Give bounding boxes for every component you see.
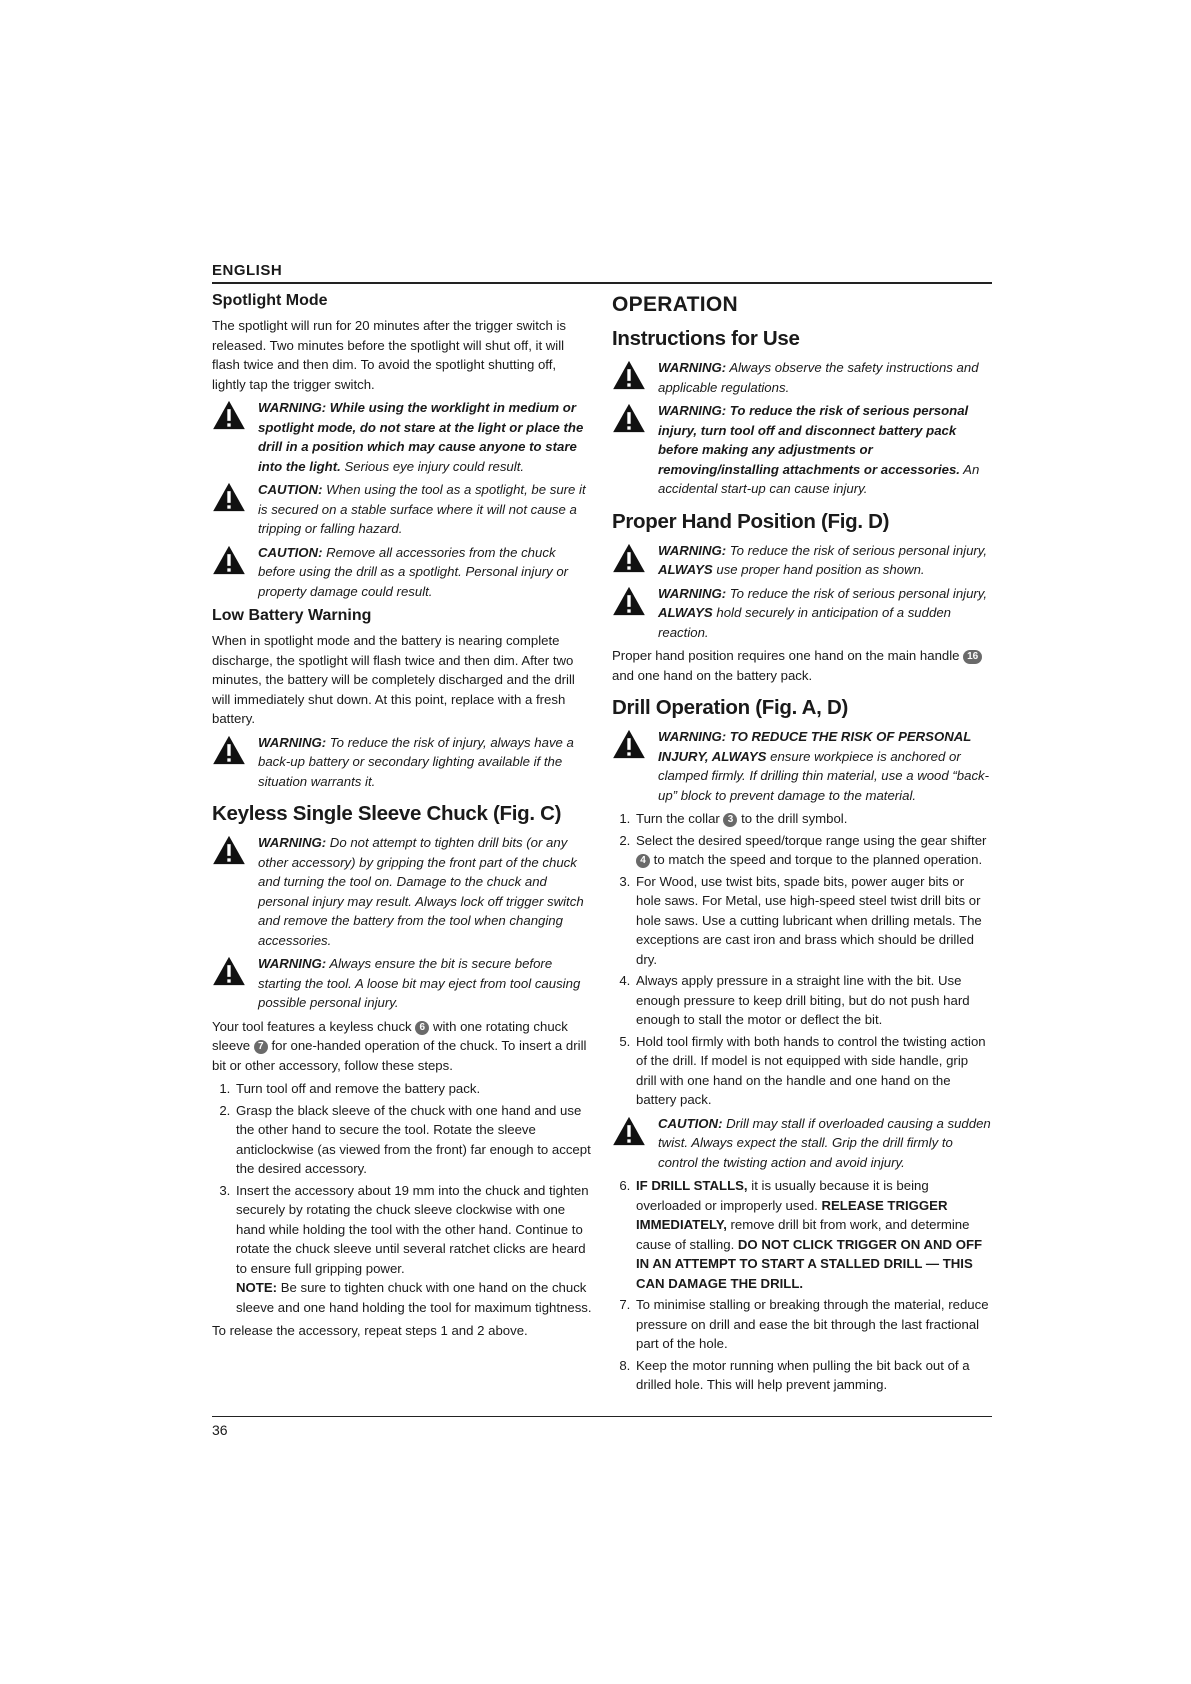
warning-text: To reduce the risk of serious personal injury,	[726, 585, 988, 601]
warning-text: To reduce the risk of serious personal injury,	[726, 542, 988, 558]
drill-step: 8. Keep the motor running when pulling the bit back out of a drilled hole. This will help prevent jamming.	[634, 1356, 992, 1395]
drill-step-1-a: Turn the collar	[636, 811, 724, 826]
warning-triangle-icon	[212, 733, 258, 770]
caution-text: When using the tool as a spotlight, be sure it is secured on a stable surface where it will not cause a tripping or falling hazard.	[258, 482, 586, 536]
low-battery-heading: Low Battery Warning	[212, 607, 372, 624]
drill-step: 4. Always apply pressure in a straight line with the bit. Use enough pressure to keep drill biting, but do not push hard enough to stall the motor or deflect the bit.	[634, 971, 992, 1030]
warning-text: To reduce the risk of injury, always have a back-up battery or secondary lighting available if the situation warrants it.	[258, 734, 574, 789]
drill-step: 5. Hold tool firmly with both hands to control the twisting action of the drill. If model is not equipped with side handle, grip drill with one hand on the handle and one hand on the battery pack.	[634, 1032, 992, 1110]
instructions-warning-2	[612, 401, 992, 499]
drill-step-1-b: to the drill symbol.	[737, 811, 848, 826]
hand-warning-1	[612, 541, 992, 580]
note-text: Be sure to tighten chuck with one hand on the chuck sleeve and one hand holding the tool for maximum tightness.	[236, 1280, 592, 1315]
manual-page	[212, 0, 992, 1684]
callout-badge-6: 6	[415, 1021, 429, 1035]
drill-step	[634, 1176, 992, 1293]
caution-label: CAUTION:	[258, 544, 323, 560]
chuck-intro	[212, 1017, 592, 1076]
caution-text: Drill may stall if overloaded causing a sudden twist. Always expect the stall. Grip the drill firmly to control the twisting action and avoid injury.	[658, 1115, 991, 1170]
low-battery-warning	[212, 733, 592, 792]
warning-label: WARNING:	[658, 585, 727, 601]
warning-triangle-icon	[612, 727, 658, 764]
chuck-intro-c: for one-handed operation of the chuck. To insert a drill bit or other accessory, follow these steps.	[212, 1038, 587, 1073]
warning-triangle-icon	[612, 541, 658, 578]
warning-text: Always observe the safety instructions and applicable regulations.	[658, 360, 979, 395]
drill-step-6-t2: remove drill bit from work, and determine cause of stalling.	[636, 1217, 970, 1252]
drill-steps-continued	[612, 1176, 992, 1395]
low-battery-text: When in spotlight mode and the battery is nearing complete discharge, the spotlight will flash twice and then dim. After two minutes, the battery will be completely discharged and the drill will immediately shut down. At this point, replace with a fresh battery.	[212, 633, 575, 726]
drill-warning	[612, 727, 992, 805]
spotlight-mode-text: The spotlight will run for 20 minutes after the trigger switch is released. Two minutes before the spotlight will shut off, it will flash twice and then dim. To avoid the spotlight shutting off, lightly tap the trigger switch.	[212, 318, 567, 392]
drill-step-2-b: to match the speed and torque to the planned operation.	[650, 852, 983, 867]
drill-step	[634, 831, 992, 870]
warning-text: An accidental start-up can cause injury.	[658, 461, 980, 496]
spotlight-warning-rest: Serious eye injury could result.	[340, 458, 525, 474]
drill-caution	[612, 1114, 992, 1173]
spotlight-mode-heading: Spotlight Mode	[212, 292, 328, 309]
warning-label: WARNING:	[258, 734, 327, 750]
hand-position-heading: Proper Hand Position (Fig. D)	[612, 509, 890, 533]
hand-text-b: and one hand on the battery pack.	[612, 667, 813, 683]
chuck-step: 1. Turn tool off and remove the battery pack.	[234, 1079, 592, 1099]
chuck-intro-a: Your tool features a keyless chuck	[212, 1018, 416, 1034]
warning-triangle-icon	[212, 480, 258, 517]
warning-text: Always ensure the bit is secure before starting the tool. A loose bit may eject from tool causing possible personal injury.	[258, 956, 581, 1010]
hand-text-a: Proper hand position requires one hand on the main handle	[612, 648, 964, 663]
chuck-step: 2. Grasp the black sleeve of the chuck with one hand and use the other hand to secure the tool. Rotate the sleeve anticlockwise (as viewed from the front) far enough to accept the desired accessory.	[234, 1101, 592, 1179]
footer-rule	[212, 1416, 992, 1417]
warning-triangle-icon	[212, 833, 258, 870]
warning-bold-text: WARNING: To reduce the risk of serious personal injury, turn tool off and disconnect battery pack before making any adjustments or removing/installing attachments or accessories.	[658, 403, 969, 477]
warning-label: WARNING:	[658, 360, 727, 375]
chuck-warning-2	[212, 954, 592, 1013]
drill-step-6-b3: DO NOT CLICK TRIGGER ON AND OFF IN AN ATTEMPT TO START A STALLED DRILL — THIS CAN DAMAGE THE DRILL.	[636, 1236, 983, 1291]
caution-label: CAUTION:	[258, 482, 323, 497]
always-bold: ALWAYS	[658, 562, 713, 577]
drill-step-6-b1: IF DRILL STALLS,	[636, 1178, 748, 1193]
warning-triangle-icon	[212, 543, 258, 580]
spotlight-caution-2	[212, 543, 592, 602]
chuck-step-3-text: Insert the accessory about 19 mm into the chuck and tighten securely by rotating the chuck sleeve clockwise with one hand while holding the tool with the other hand. Continue to rotate the chuck sleeve until several ratchet clicks are heard to ensure full gripping power.	[236, 1182, 589, 1276]
warning-triangle-icon	[612, 1114, 658, 1151]
callout-badge-3: 3	[723, 813, 737, 827]
left-column	[212, 290, 592, 1345]
warning-text: ensure workpiece is anchored or clamped firmly. If drilling thin material, use a wood “back-up” block to prevent damage to the material.	[658, 748, 990, 803]
drill-operation-heading: Drill Operation (Fig. A, D)	[612, 696, 848, 719]
chuck-warning-1	[212, 833, 592, 950]
warning-text: Do not attempt to tighten drill bits (or any other accessory) by gripping the front part of the chuck and turning the tool on. Damage to the chuck and personal injury may result. Always lock off trigger switch and remove the battery from the tool when changing accessories.	[258, 835, 584, 948]
drill-step-2-a: Select the desired speed/torque range using the gear shifter	[636, 832, 987, 848]
note-label: NOTE:	[236, 1280, 278, 1295]
drill-step	[634, 809, 992, 829]
warning-label: WARNING:	[258, 835, 327, 850]
callout-badge-7: 7	[254, 1040, 268, 1054]
right-column	[612, 290, 992, 1399]
spotlight-caution-1	[212, 480, 592, 539]
spotlight-warning	[212, 398, 592, 476]
drill-step: 7. To minimise stalling or breaking through the material, reduce pressure on drill and ease the bit through the last fractional part of the hole.	[634, 1295, 992, 1354]
warning-triangle-icon	[612, 401, 658, 438]
warning-label: WARNING:	[258, 956, 327, 971]
callout-badge-4: 4	[636, 854, 650, 868]
instructions-heading: Instructions for Use	[612, 327, 800, 350]
keyless-chuck-heading: Keyless Single Sleeve Chuck (Fig. C)	[212, 802, 562, 825]
warning-triangle-icon	[612, 584, 658, 621]
warning-label: WARNING:	[658, 542, 727, 558]
hand-position-text	[612, 646, 992, 685]
chuck-step	[234, 1181, 592, 1318]
operation-heading: OPERATION	[612, 293, 738, 316]
warning-text: hold securely in anticipation of a sudden reaction.	[658, 605, 951, 640]
warning-triangle-icon	[212, 954, 258, 991]
page-number: 36	[212, 1422, 228, 1438]
always-bold: ALWAYS	[658, 605, 713, 620]
chuck-intro-b: with one rotating chuck sleeve	[212, 1018, 568, 1053]
warning-triangle-icon	[612, 358, 658, 395]
header-rule	[212, 282, 992, 284]
warning-bold-text: WARNING: TO REDUCE THE RISK OF PERSONAL INJURY, ALWAYS	[658, 729, 972, 764]
language-header: ENGLISH	[212, 262, 283, 279]
chuck-steps	[212, 1079, 592, 1317]
caution-text: Remove all accessories from the chuck before using the drill as a spotlight. Personal injury or property damage could result.	[258, 544, 569, 599]
hand-warning-2	[612, 584, 992, 643]
drill-step-6-t1: it is usually because it is being overloaded or improperly used.	[636, 1178, 929, 1213]
drill-step-6-b2: RELEASE TRIGGER IMMEDIATELY,	[636, 1197, 948, 1232]
instructions-warning-1	[612, 358, 992, 397]
caution-label: CAUTION:	[658, 1115, 723, 1131]
warning-triangle-icon	[212, 398, 258, 435]
release-accessory-text: To release the accessory, repeat steps 1 and 2 above.	[212, 1323, 528, 1338]
warning-text: use proper hand position as shown.	[712, 562, 925, 577]
drill-steps	[612, 809, 992, 1110]
callout-badge-16: 16	[963, 650, 982, 664]
drill-step: 3. For Wood, use twist bits, spade bits, power auger bits or hole saws. For Metal, use high-speed steel twist drill bits or hole saws. Use a cutting lubricant when drilling metals. The exceptions are cast iron and brass which should be drilled dry.	[634, 872, 992, 970]
spotlight-warning-bold: WARNING: While using the worklight in medium or spotlight mode, do not stare at the light or place the drill in a position which may cause anyone to stare into the light.	[258, 400, 584, 474]
